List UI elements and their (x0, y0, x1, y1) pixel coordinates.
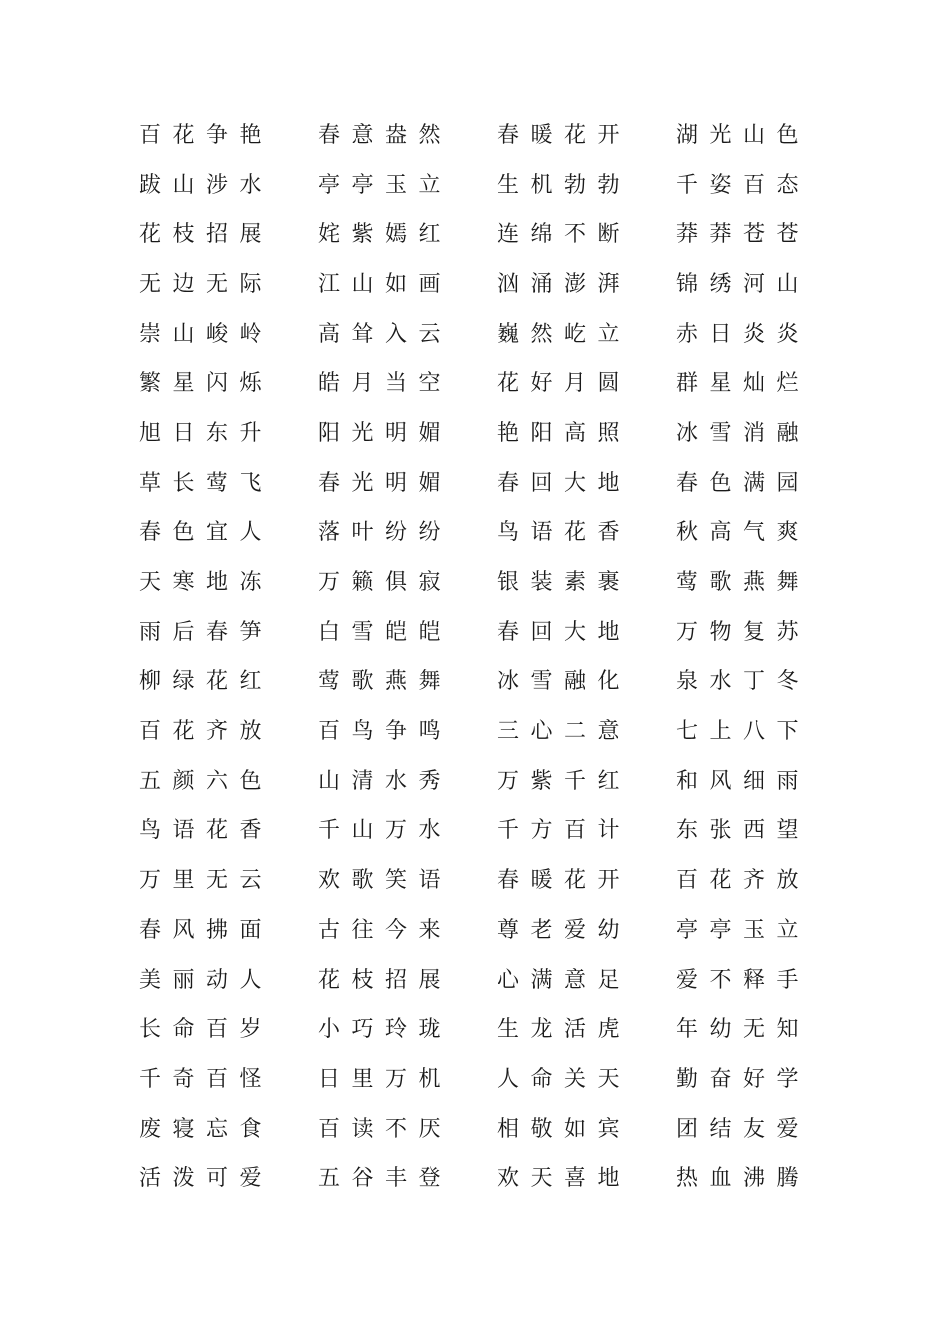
idiom-text: 百读不厌 (318, 1116, 453, 1142)
idiom-text: 湖光山色 (676, 122, 811, 148)
idiom-text: 千山万水 (318, 818, 453, 844)
idiom-text: 勤奋好学 (676, 1066, 811, 1092)
idiom-row (139, 856, 829, 906)
idiom-text: 百花齐放 (139, 719, 274, 745)
idiom-text: 热血沸腾 (676, 1166, 811, 1192)
idiom-text: 雨后春笋 (139, 619, 274, 645)
idiom-text: 千方百计 (497, 818, 632, 844)
idiom-text: 春暖花开 (497, 868, 632, 894)
idiom-text: 莺歌燕舞 (676, 570, 811, 596)
idiom-row (139, 956, 829, 1006)
idiom-text: 万籁俱寂 (318, 570, 453, 596)
idiom-text: 废寝忘食 (139, 1116, 274, 1142)
idiom-row (139, 161, 829, 211)
idiom-row (139, 1005, 829, 1055)
idiom-text: 春回大地 (497, 619, 632, 645)
idiom-text: 无边无际 (139, 271, 274, 297)
idiom-row (139, 1055, 829, 1105)
idiom-text: 泉水丁冬 (676, 669, 811, 695)
idiom-row (139, 658, 829, 708)
idiom-text: 爱不释手 (676, 967, 811, 993)
idiom-text: 春风拂面 (139, 917, 274, 943)
idiom-text: 春意盎然 (318, 122, 453, 148)
idiom-text: 皓月当空 (318, 371, 453, 397)
idiom-text: 花好月圆 (497, 371, 632, 397)
idiom-row (139, 409, 829, 459)
idiom-grid (139, 111, 829, 1204)
idiom-text: 万物复苏 (676, 619, 811, 645)
idiom-row (139, 210, 829, 260)
idiom-text: 姹紫嫣红 (318, 222, 453, 248)
idiom-text: 人命关天 (497, 1066, 632, 1092)
idiom-row (139, 757, 829, 807)
idiom-text: 春回大地 (497, 470, 632, 496)
idiom-text: 艳阳高照 (497, 420, 632, 446)
idiom-row (139, 260, 829, 310)
idiom-text: 团结友爱 (676, 1116, 811, 1142)
idiom-row (139, 509, 829, 559)
idiom-text: 花枝招展 (318, 967, 453, 993)
idiom-text: 冰雪消融 (676, 420, 811, 446)
idiom-text: 生龙活虎 (497, 1017, 632, 1043)
idiom-text: 汹涌澎湃 (497, 271, 632, 297)
idiom-row (139, 111, 829, 161)
idiom-text: 百花争艳 (139, 122, 274, 148)
idiom-text: 亭亭玉立 (676, 917, 811, 943)
idiom-text: 三心二意 (497, 719, 632, 745)
idiom-row (139, 310, 829, 360)
idiom-text: 欢歌笑语 (318, 868, 453, 894)
idiom-row (139, 459, 829, 509)
idiom-text: 草长莺飞 (139, 470, 274, 496)
idiom-text: 天寒地冻 (139, 570, 274, 596)
idiom-row (139, 558, 829, 608)
idiom-text: 春暖花开 (497, 122, 632, 148)
idiom-row (139, 1154, 829, 1204)
idiom-text: 春色满园 (676, 470, 811, 496)
idiom-text: 百花齐放 (676, 868, 811, 894)
idiom-row (139, 359, 829, 409)
idiom-text: 五颜六色 (139, 768, 274, 794)
idiom-text: 连绵不断 (497, 222, 632, 248)
idiom-text: 秋高气爽 (676, 520, 811, 546)
idiom-text: 阳光明媚 (318, 420, 453, 446)
idiom-text: 高耸入云 (318, 321, 453, 347)
idiom-text: 旭日东升 (139, 420, 274, 446)
idiom-text: 冰雪融化 (497, 669, 632, 695)
idiom-text: 生机勃勃 (497, 172, 632, 198)
idiom-text: 跋山涉水 (139, 172, 274, 198)
idiom-text: 活泼可爱 (139, 1166, 274, 1192)
idiom-text: 繁星闪烁 (139, 371, 274, 397)
idiom-row (139, 608, 829, 658)
idiom-text: 鸟语花香 (139, 818, 274, 844)
idiom-text: 小巧玲珑 (318, 1017, 453, 1043)
idiom-text: 五谷丰登 (318, 1166, 453, 1192)
idiom-text: 银装素裹 (497, 570, 632, 596)
idiom-text: 山清水秀 (318, 768, 453, 794)
idiom-row (139, 1105, 829, 1155)
idiom-text: 心满意足 (497, 967, 632, 993)
idiom-text: 崇山峻岭 (139, 321, 274, 347)
idiom-text: 柳绿花红 (139, 669, 274, 695)
idiom-text: 尊老爱幼 (497, 917, 632, 943)
idiom-row (139, 906, 829, 956)
idiom-text: 古往今来 (318, 917, 453, 943)
idiom-text: 日里万机 (318, 1066, 453, 1092)
idiom-text: 花枝招展 (139, 222, 274, 248)
idiom-text: 春光明媚 (318, 470, 453, 496)
idiom-text: 莽莽苍苍 (676, 222, 811, 248)
idiom-text: 锦绣河山 (676, 271, 811, 297)
idiom-text: 长命百岁 (139, 1017, 274, 1043)
idiom-text: 欢天喜地 (497, 1166, 632, 1192)
idiom-text: 亭亭玉立 (318, 172, 453, 198)
idiom-text: 和风细雨 (676, 768, 811, 794)
idiom-text: 千姿百态 (676, 172, 811, 198)
idiom-text: 千奇百怪 (139, 1066, 274, 1092)
idiom-text: 江山如画 (318, 271, 453, 297)
idiom-text: 万紫千红 (497, 768, 632, 794)
idiom-text: 春色宜人 (139, 520, 274, 546)
idiom-text: 白雪皑皑 (318, 619, 453, 645)
idiom-text: 相敬如宾 (497, 1116, 632, 1142)
idiom-row (139, 707, 829, 757)
idiom-text: 赤日炎炎 (676, 321, 811, 347)
idiom-text: 落叶纷纷 (318, 520, 453, 546)
idiom-row (139, 807, 829, 857)
idiom-text: 百鸟争鸣 (318, 719, 453, 745)
idiom-text: 年幼无知 (676, 1017, 811, 1043)
idiom-text: 万里无云 (139, 868, 274, 894)
idiom-text: 莺歌燕舞 (318, 669, 453, 695)
idiom-text: 鸟语花香 (497, 520, 632, 546)
idiom-text: 群星灿烂 (676, 371, 811, 397)
idiom-text: 东张西望 (676, 818, 811, 844)
idiom-text: 七上八下 (676, 719, 811, 745)
idiom-text: 巍然屹立 (497, 321, 632, 347)
idiom-text: 美丽动人 (139, 967, 274, 993)
